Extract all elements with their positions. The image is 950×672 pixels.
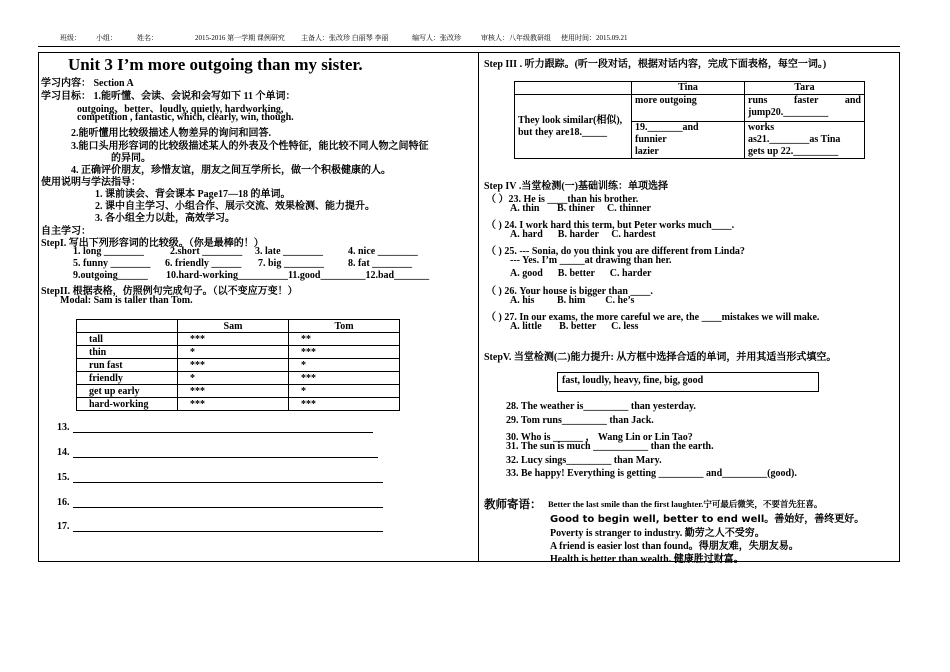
table-cell: run fast (77, 359, 178, 372)
blank-label-13: 13. (57, 422, 70, 433)
question-23: （ ）23. He is ____than his brother. (486, 194, 639, 205)
word-2: 2.short ________ (170, 246, 243, 257)
tina-line-3: funnier (635, 134, 667, 145)
step2-heading: StepII. 根据表格，仿照例句完成句子。（以不变应万变！） (41, 286, 298, 297)
comparison-table (76, 319, 400, 411)
table-row (77, 359, 400, 372)
class-label: 班级： (60, 34, 81, 42)
table-cell (632, 122, 745, 159)
modal-example: Modal: Sam is taller than Tom. (60, 295, 193, 306)
column-divider (478, 52, 479, 562)
table-cell: thin (77, 346, 178, 359)
quote-4: A friend is easier lost than found。得朋友难，失朋友易。 (550, 541, 799, 552)
table-header-row (77, 320, 400, 333)
fill-29: 29. Tom runs_________ than Jack. (506, 415, 654, 426)
table-header-row (515, 82, 865, 95)
tina-line-4: lazier (635, 146, 659, 157)
fill-33: 33. Be happy! Everything is getting _________ and_________(good). (506, 468, 797, 479)
step4-heading: Step IV .当堂检测(一)基础训练：单项选择 (484, 181, 668, 192)
table-row (77, 385, 400, 398)
question-27: （ ) 27. In our exams, the more careful we are, the ____mistakes we will make. (486, 312, 820, 323)
blank-label-16: 16. (57, 497, 70, 508)
quote-1: Better the last smile than the first laughter.宁可最后微笑，不要首先狂喜。 (548, 499, 823, 509)
table-header-cell: Tom (289, 320, 400, 333)
group-label: 小组： (96, 34, 117, 42)
row-label-line-2: but they are18._____ (518, 126, 607, 138)
options-26: A. his B. him C. he’s (510, 295, 635, 306)
table-cell: *** (289, 372, 400, 385)
goal-4: 4. 正确评价朋友，珍惜友谊，朋友之间互学所长，做一个积极健康的人。 (71, 165, 391, 176)
word-7: 7. big ________ (258, 258, 324, 269)
prepared-by: 主备人：张改珍 白丽琴 李丽 (301, 34, 389, 42)
quote-2: Good to begin well, better to end well。善始好，善终更好。 (550, 514, 865, 525)
question-25-extra: --- Yes. I’m _____at drawing than her. (510, 255, 672, 266)
word-9: 9.outgoing______ (73, 270, 148, 281)
question-25: （ ) 25. --- Sonia, do you think you are different from Linda? (486, 246, 745, 257)
word-box-text: fast, loudly, heavy, fine, big, good (562, 375, 704, 386)
table-cell (745, 122, 865, 159)
term-label: 2015-2016 第一学期 课例研究 (195, 34, 285, 42)
table-cell: hard-working (77, 398, 178, 411)
options-24: A. hard B. harder C. hardest (510, 229, 656, 240)
question-24: （ ) 24. I work hard this term, but Peter works much____. (486, 220, 735, 231)
goals-words-1: outgoing、better、loudly, quietly, hardworking, (77, 104, 284, 115)
row-label-line-1: They look similar(相似), (518, 114, 623, 126)
name-label: 姓名： (137, 34, 158, 42)
goal-3b: 的异同。 (111, 153, 151, 164)
table-row (77, 333, 400, 346)
tara-line-2: works (748, 122, 775, 133)
table-cell: friendly (77, 372, 178, 385)
fill-30: 30. Who is ______ ， Wang Lin or Lin Tao? (506, 432, 693, 443)
table-row (77, 398, 400, 411)
blank-label-15: 15. (57, 472, 70, 483)
table-header-cell (77, 320, 178, 333)
table-cell: *** (178, 398, 289, 411)
table-cell: *** (178, 385, 289, 398)
step3-heading: Step III . 听力跟踪。(听一段对话，根据对话内容，完成下面表格，每空一词。) (484, 59, 827, 70)
table-cell (745, 95, 865, 122)
table-row (77, 372, 400, 385)
page-title: Unit 3 I’m more outgoing than my sister. (68, 55, 363, 74)
table-cell: tall (77, 333, 178, 346)
word-4: 4. nice ________ (348, 246, 418, 257)
table-cell: get up early (77, 385, 178, 398)
options-25: A. good B. better C. harder (510, 268, 652, 279)
step5-heading: StepV. 当堂检测(二)能力提升: 从方框中选择合适的单词，并用其适当形式填空。 (484, 352, 837, 363)
word-1: 1. long ________ (73, 246, 144, 257)
table-header-cell: Tara (745, 82, 865, 95)
word-5: 5. funny ________ (73, 258, 151, 269)
table-cell: * (178, 372, 289, 385)
table-cell: *** (178, 359, 289, 372)
options-23: A. thin B. thiner C. thinner (510, 203, 651, 214)
reviewed-by: 审核人：八年级教研组 (481, 34, 551, 42)
guide-3: 3. 各小组全力以赴，高效学习。 (95, 213, 235, 224)
goals-heading: 学习目标： 1.能听懂、会读、会说和会写如下 11 个单词： (41, 91, 296, 102)
answer-line-15[interactable] (73, 482, 383, 483)
usage-date: 使用时间：2015.09.21 (561, 34, 628, 42)
answer-line-13[interactable] (73, 432, 373, 433)
header-rule (38, 46, 900, 47)
question-26: （ ) 26. Your house is bigger than ____. (486, 286, 653, 297)
table-row (77, 346, 400, 359)
tara-line-3: as21.________as Tina (748, 134, 841, 145)
quote-3: Poverty is stranger to industry. 勤劳之人不受穷。 (550, 528, 765, 539)
tara-cell-text: runs faster and jump20._________ (748, 95, 861, 118)
table-cell: * (178, 346, 289, 359)
word-3: 3. late ________ (255, 246, 324, 257)
listening-table (514, 81, 865, 159)
word-box (557, 372, 819, 392)
guide-heading: 使用说明与学法指导： (41, 177, 141, 188)
table-cell: *** (289, 398, 400, 411)
options-27: A. little B. better C. less (510, 321, 639, 332)
table-cell: more outgoing (632, 95, 745, 122)
table-cell: *** (178, 333, 289, 346)
table-cell: ** (289, 333, 400, 346)
answer-line-16[interactable] (73, 507, 383, 508)
goal-2: 2.能听懂用比较级描述人物差异的询问和回答. (71, 128, 271, 139)
blank-label-17: 17. (57, 521, 70, 532)
table-cell: *** (289, 346, 400, 359)
table-row (515, 95, 865, 122)
fill-28: 28. The weather is_________ than yesterday. (506, 401, 696, 412)
guide-1: 1. 课前读会、背会课本 Page17—18 的单词。 (95, 189, 291, 200)
word-8: 8. fat ________ (348, 258, 413, 269)
fill-31: 31. The sun is much ___________ than the earth. (506, 441, 714, 452)
table-header-cell (515, 82, 632, 95)
teacher-label: 教师寄语： (484, 499, 542, 511)
answer-line-14[interactable] (73, 457, 378, 458)
word-6: 6. friendly ______ (165, 258, 242, 269)
answer-line-17[interactable] (73, 531, 383, 532)
self-study-heading: 自主学习： (41, 226, 91, 237)
table-cell: * (289, 385, 400, 398)
table-header-cell: Tina (632, 82, 745, 95)
content-line: 学习内容： Section A (41, 78, 134, 89)
guide-2: 2. 课中自主学习、小组合作、展示交流、效果检测、能力提升。 (95, 201, 375, 212)
goal-3a: 3.能口头用形容词的比较级描述某人的外表及个性特征，能比较不同人物之间特征 (71, 141, 429, 152)
blank-label-14: 14. (57, 447, 70, 458)
word-10-12: 10.hard-working__________11.good_________12.bad_______ (166, 270, 430, 281)
fill-32: 32. Lucy sings_________ than Mary. (506, 455, 662, 466)
goals-words-2: competition , fantastic, which, clearly, win, though. (77, 112, 294, 123)
step1-heading: StepI. 写出下列形容词的比较级。（你是最棒的！） (41, 238, 264, 249)
table-cell (515, 95, 632, 159)
table-cell: * (289, 359, 400, 372)
written-by: 编写人：张改珍 (412, 34, 461, 42)
quote-5: Health is better than wealth. 健康胜过财富。 (550, 554, 744, 565)
tina-line-2: 19._______and (635, 122, 699, 133)
table-header-cell: Sam (178, 320, 289, 333)
tara-line-4: gets up 22._________ (748, 146, 839, 157)
